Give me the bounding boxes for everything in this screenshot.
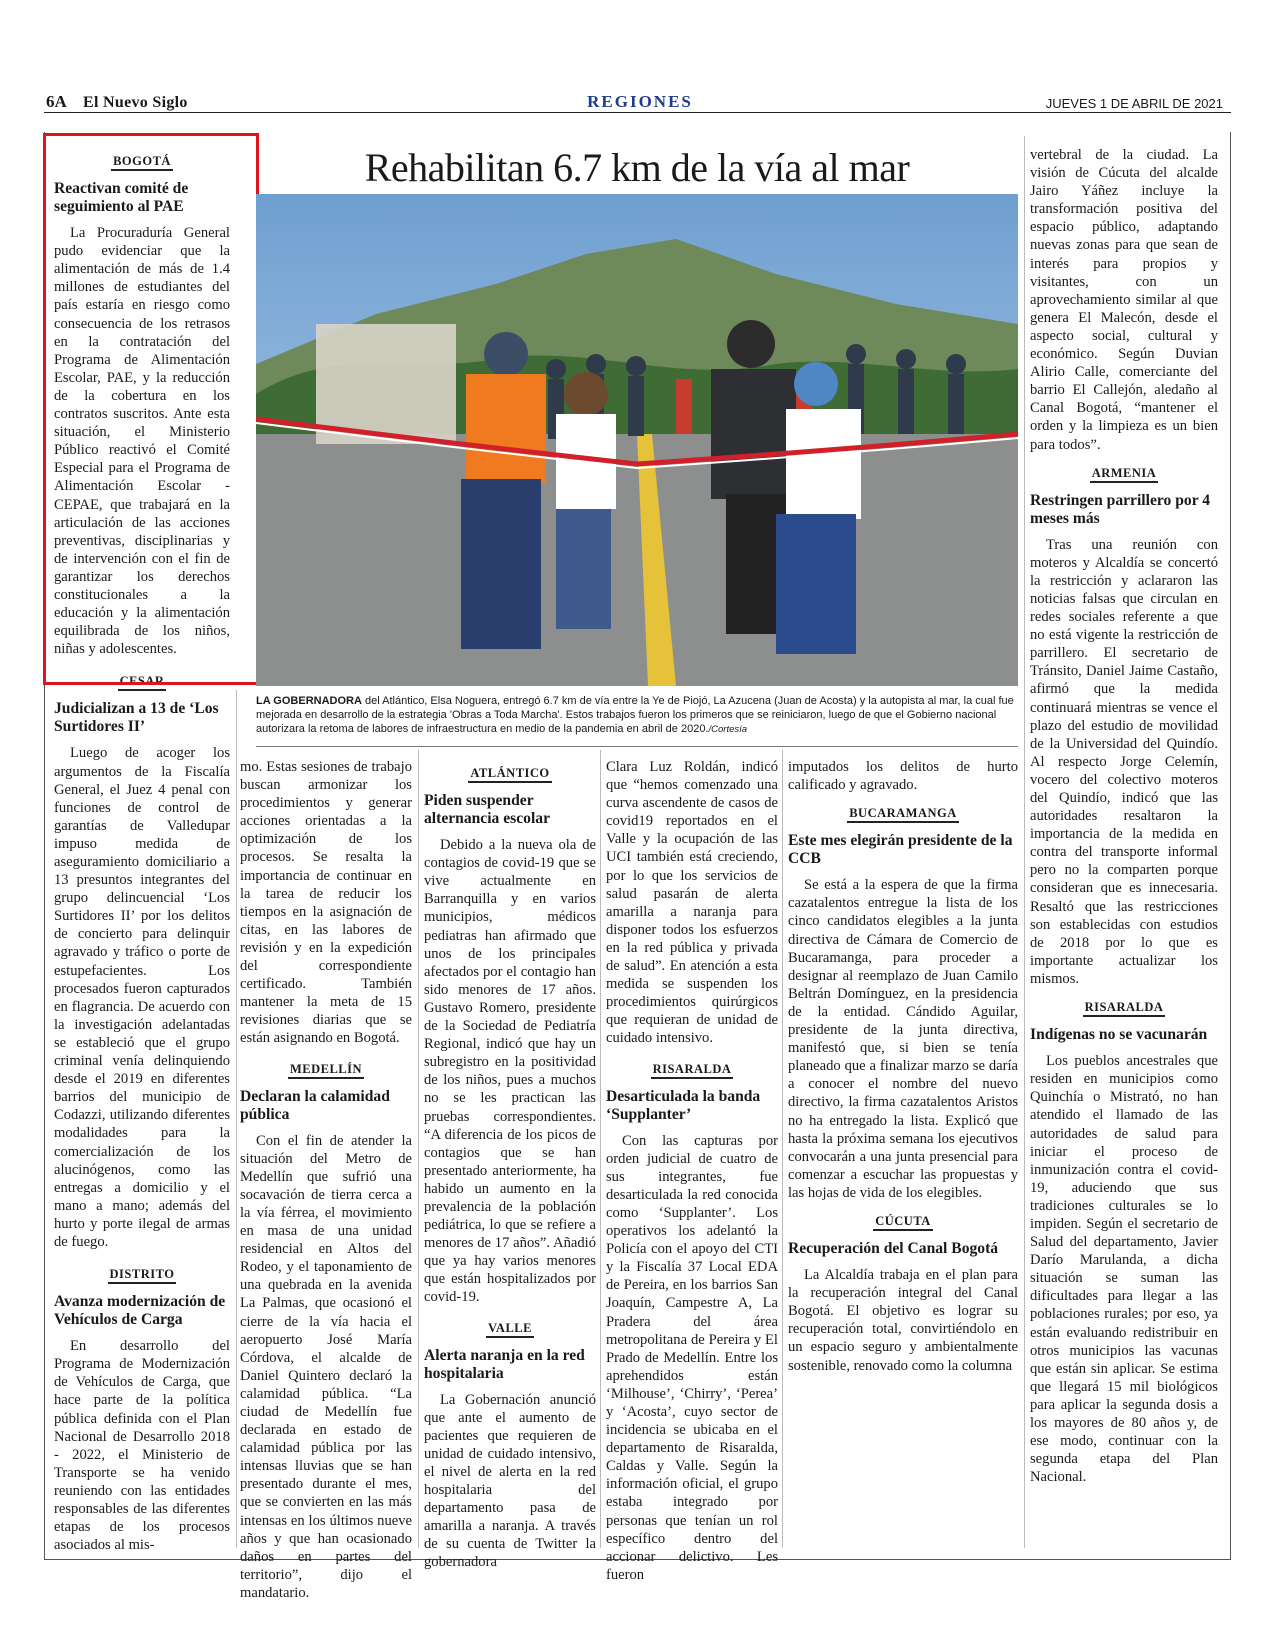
article-title: Reactivan comité de seguimiento al PAE: [54, 180, 189, 216]
page-number: 6A: [46, 92, 67, 111]
section-label: ARMENIA: [1030, 464, 1218, 482]
caption-credit: /Cortesía: [708, 724, 748, 735]
section-title: REGIONES: [587, 92, 693, 111]
issue-date: JUEVES 1 DE ABRIL DE 2021: [1045, 96, 1223, 111]
photo-illustration: [256, 194, 1018, 686]
column-divider: [782, 750, 783, 1548]
article-body-continued: Clara Luz Roldán, indicó que “hemos comenzado una curva ascendente de casos de covid19 reportados en el Valle y la ocupación de las UCI también está creciendo, por lo que los servicios de salud pasarán de alerta amarilla a naranja para disponer todos los esfuerzos en la red pública y privada de salud”. En atención a esta medida se suspenden los procedimientos quirúrgicos que requieran de unidad de cuidado intensivo.: [606, 759, 778, 1047]
article-body-continued: mo. Estas sesiones de trabajo buscan armonizar los procedimientos y generar acciones orientadas a la optimización de los procesos. Se resalta la importancia de continuar en la tarea de reducir los tiempos en la asignación de citas, en las labores de revisión y en la expedición del correspondiente certificado. También mantener la meta de 15 revisiones diarias que se están asignando en Bogotá.: [240, 759, 412, 1047]
article-body: Luego de acoger los argumentos de la Fiscalía General, el Juez 4 penal con funciones de control de garantías de Valledupar impuso medida de aseguramiento domiciliario a 13 presuntos integrantes del grupo delincuencial ‘Los Surtidores II’ por los delitos de concierto para delinquir agravado y tráfico o porte de estupefacientes. Los procesados fueron capturados en flagrancia. De acuerdo con la investigación adelantadas se estableció que el grupo criminal venía delinquiendo desde el 2019 en diferentes barrios del municipio de Codazzi, utilizando diferentes modalidades para la comercialización de los alucinógenos, como las entregas a domicilio y el mano a mano; además del hurto y porte ilegal de armas de fuego.: [54, 745, 230, 1250]
article-title: Desarticulada la banda ‘Supplanter’: [606, 1087, 761, 1123]
article-body: Se está a la espera de que la firma cazatalentos entregue la lista de los cinco candidatos elegibles a la junta directiva de Cámara de Comercio de Bucaramanga, para proceder a designar al reemplazo de Juan Camilo Beltrán Domínguez, en la presidencia de la entidad. Cándido Aguilar, presidente de la junta directiva, manifestó que, si bien se tenía planeado que a finalizar marzo se daría a conocer el nombre del nuevo directivo, la firma cazatalentos Aristos no ha entregado la lista. Explicó que hasta la próxima semana los ejecutivos convocarán a una junta presencial para comenzar a escuchar las propuestas y las hojas de vida de los elegibles.: [788, 877, 1018, 1201]
article-title: Judicializan a 13 de ‘Los Surtidores II’: [54, 700, 219, 736]
section-label: CÚCUTA: [788, 1212, 1018, 1230]
header-rule: [44, 112, 1231, 113]
article-title: Este mes elegirán presidente de la CCB: [788, 832, 1013, 868]
column-2: [240, 758, 412, 1602]
column-6: [1030, 146, 1218, 1486]
section-label: BOGOTÁ: [54, 152, 230, 170]
column-4: [606, 758, 778, 1584]
article-body: En desarrollo del Programa de Modernización de Vehículos de Carga, que hace parte de la política pública definida con el Plan Nacional de Desarrollo 2018 - 2022, el Ministerio de Transporte se ha venido reuniendo con las entidades responsables de las diferentes etapas de los procesos asociados al mis-: [54, 1338, 230, 1554]
photo-caption: [256, 694, 1016, 737]
section-label: BUCARAMANGA: [788, 804, 1018, 822]
article-body: La Procuraduría General pudo evidenciar que la alimentación de más de 1.4 millones de estudiantes del país estaría en riesgo como consecuencia de los retrasos en la contratación del Programa de Alimentación Escolar, PAE, y la reducción de la cobertura en los contratos suscritos. Ante esta situación, el Ministerio Público reactivó el Comité Especial para el Programa de Alimentación Escolar -CEPAE, que trabajará en la articulación de las acciones preventivas, disciplinarias y de intervención con el fin de garantizar los derechos constitucionales a la educación y la alimentación equilibrada de los niños, niñas y adolescentes.: [54, 225, 230, 658]
column-divider: [418, 750, 419, 1548]
section-label: RISARALDA: [606, 1060, 778, 1078]
article-body: Debido a la nueva ola de contagios de covid-19 que se vive actualmente en Barranquilla y en varios municipios, médicos pediatras han afirmado que unos de los principales afectados por el contagio han sido menores de 17 años. Gustavo Romero, presidente de la Sociedad de Pediatría Regional, indicó que hay un subregistro en la positividad de los niños, pues a muchos no se les practican las pruebas correspondientes. “A diferencia de los picos de contagios que se han presentado anteriormente, ha habido un aumento en la prevalencia de la población pediátrica, lo que se refiere a menores de 17 años”. Añadió que ya hay varios menores que están hospitalizados por covid-19.: [424, 837, 596, 1306]
article-body: Los pueblos ancestrales que residen en municipios como Quinchía o Mistrató, no han atendido el llamado de las autoridades de salud para iniciar el proceso de inmunización contra el covid-19, aduciendo que sus tradiciones culturales se lo impiden. Según el secretario de Salud del departamento, Javier Darío Marulanda, a dicha situación se suman las dificultades para llegar a las poblaciones rurales; por eso, ya están evaluando redistribuir en otros municipios las vacunas que están sin aplicar. Se estima que llegará 15 mil biológicos para aplicar la segunda dosis a los mayores de 80 años y, de ese modo, continuar con la segunda etapa del Plan Nacional.: [1030, 1053, 1218, 1486]
column-3: [424, 758, 596, 1572]
article-body-continued: vertebral de la ciudad. La visión de Cúcuta del alcalde Jairo Yáñez incluye la transformación positiva del espacio público, adaptando nuevas zonas para que sean de interés para propios y visitantes, con un aprovechamiento similar al que genera El Malecón, desde el aspecto social, cultural y económico. Según Duvian Alirio Calle, comerciante del barrio El Callejón, aledaño al Canal Bogotá, “mantener el orden y la limpieza es un bien para todos”.: [1030, 147, 1218, 453]
article-title: Alerta naranja en la red hospitalaria: [424, 1346, 585, 1382]
article-body-continued: imputados los delitos de hurto calificado y agravado.: [788, 759, 1018, 794]
column-5: [788, 758, 1018, 1375]
section-label: RISARALDA: [1030, 998, 1218, 1016]
newspaper-name: El Nuevo Siglo: [83, 94, 188, 111]
column-divider: [236, 690, 237, 1548]
section-label: DISTRITO: [54, 1265, 230, 1283]
article-body: Con las capturas por orden judicial de cuatro de sus integrantes, fue desarticulada la red conocida como ‘Supplanter’. Los operativos los adelantó la Policía con el apoyo del CTI y la Fiscalía 37 Local EDA de Pereira, en los barrios San Joaquín, Campestre A, La Pradera del área metropolitana de Pereira y El Prado de Medellín. Entre los aprehendidos están ‘Milhouse’, ‘Chirry’, ‘Perea’ y ‘Acosta’, cuyo sector de incidencia se ubicaba en el departamento de Risaralda, Caldas y Valle. Según la información oficial, el grupo estaba integrado por personas que tenían un rol específico dentro del accionar delictivo. Les fueron: [606, 1132, 778, 1583]
article-title: Avanza modernización de Vehículos de Carga: [54, 1293, 226, 1329]
section-label: VALLE: [424, 1319, 596, 1337]
article-body: Con el fin de atender la situación del Metro de Medellín que sufrió una socavación de tierra cerca a la vía férrea, el movimiento en masa de una unidad residencial en Altos del Rodeo, y el taponamiento de una quebrada en la avenida La Palmas, que ocasionó el cierre de la vía hacia el aeropuerto José María Córdova, el alcalde de Daniel Quintero declaró la calamidad pública. “La ciudad de Medellín fue declarada en estado de calamidad pública por las intensas lluvias que se han presentado durante el mes, que se convierten en las más intensas en los últimos nueve años y que han ocasionado daños en partes del territorio”, dijo el mandatario.: [240, 1132, 412, 1601]
article-title: Declaran la calamidad pública: [240, 1087, 390, 1123]
caption-rule: [256, 746, 1018, 747]
article-title: Recuperación del Canal Bogotá: [788, 1240, 999, 1258]
section-label: MEDELLÍN: [240, 1060, 412, 1078]
section-label: ATLÁNTICO: [424, 764, 596, 782]
caption-lead: LA GOBERNADORA: [256, 695, 362, 707]
column-divider: [600, 750, 601, 1548]
highlight-box: [43, 133, 259, 685]
column-divider: [1024, 136, 1025, 1548]
ribbon-cutting-photo: [256, 194, 1018, 686]
article-title: Piden suspender alternancia escolar: [424, 792, 551, 828]
article-body: La Gobernación anunció que ante el aumento de pacientes que requieren de unidad de cuidado intensivo, el nivel de alerta en la red hospitalaria del departamento pasa de amarilla a naranja. A través de su cuenta de Twitter la gobernadora: [424, 1391, 596, 1571]
article-title: Restringen parrillero por 4 meses más: [1030, 491, 1211, 527]
caption-text: del Atlántico, Elsa Noguera, entregó 6.7 km de vía entre la Ye de Piojó, La Azucena (Juan de Acosta) y la autopista al mar, la cual fue mejorada en desarrollo de la estrategia 'Obras a Toda Marcha'. Estos trabajos fueron los primeros que se reiniciaron, luego de que el Gobierno nacional autorizara la retoma de labores de infraestructura en medio de la pandemia en abril de 2020.: [256, 695, 1014, 735]
article-title: Indígenas no se vacunarán: [1030, 1026, 1208, 1044]
section-label: CESAR: [54, 672, 230, 690]
main-headline: Rehabilitan 6.7 km de la vía al mar: [364, 145, 910, 190]
article-body: Tras una reunión con moteros y Alcaldía se concertó la restricción y aclararon las noticias falsas que circulan en redes sociales referente a que no está vigente la restricción de parrillero. El secretario de Tránsito, Daniel Jaime Castaño, afirmó que la medida continuará mientras se vence el plazo del estudio de movilidad de la Universidad del Quindío. Al respecto Jorge Celemín, vocero del colectivo moteros del Quindío, indicó que las autoridades resaltaron la importancia de la medida en contra del transporte informal pero no la comparten porque consideran que es innecesaria. Resaltó que las restricciones son establecidas con estudios de 2018 por lo que es importante actualizar los mismos.: [1030, 536, 1218, 987]
page-header-left: [46, 92, 188, 114]
article-body: La Alcaldía trabaja en el plan para la recuperación integral del Canal Bogotá. El objetivo es lograr su recuperación total, convirtiéndolo en un espacio seguro y ambientalmente sostenible, renovado como la columna: [788, 1267, 1018, 1374]
